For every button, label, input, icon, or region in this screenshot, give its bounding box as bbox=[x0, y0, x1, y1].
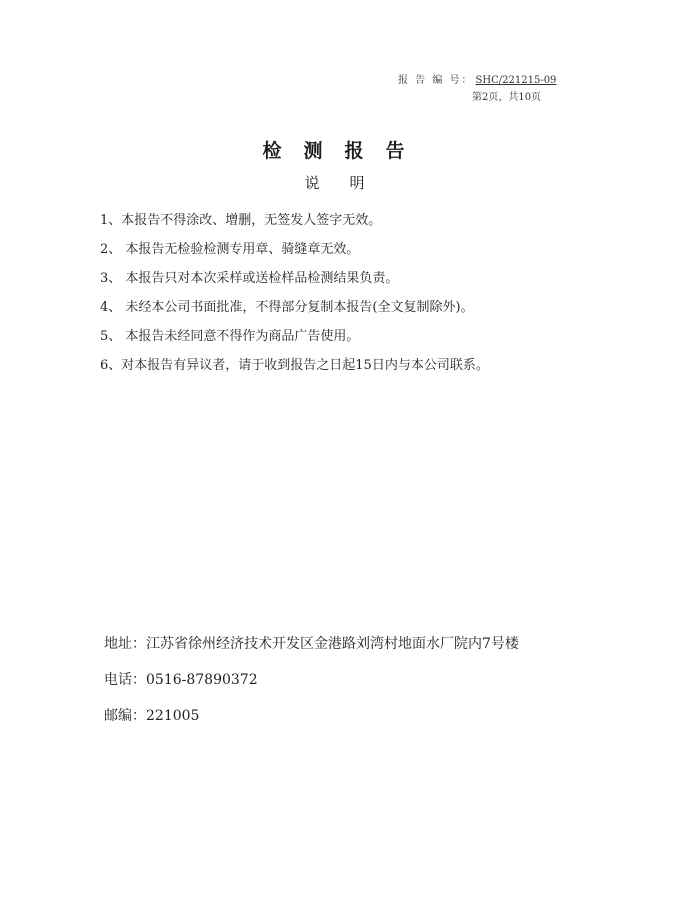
note-item: 1、本报告不得涂改、增删，无签发人签字无效。 bbox=[100, 213, 382, 228]
address-line: 地址：江苏省徐州经济技术开发区金港路刘湾村地面水厂院内7号楼 bbox=[104, 636, 519, 652]
postcode-line: 邮编：221005 bbox=[104, 708, 200, 724]
report-number-value: SHC/221215-09 bbox=[475, 75, 557, 86]
notes-list bbox=[100, 206, 600, 380]
report-number-label: 报 告 编 号： bbox=[398, 75, 474, 86]
note-item: 5、 本报告未经同意不得作为商品广告使用。 bbox=[100, 329, 360, 344]
note-item: 2、 本报告无检验检测专用章、骑缝章无效。 bbox=[100, 242, 360, 257]
note-item: 4、 未经本公司书面批准，不得部分复制本报告(全文复制除外)。 bbox=[100, 300, 474, 315]
page-indicator: 第2页，共10页 bbox=[472, 92, 542, 103]
phone-line: 电话：0516-87890372 bbox=[104, 672, 258, 688]
report-number bbox=[398, 71, 556, 86]
page-title: 检测报告 bbox=[262, 140, 427, 162]
note-item: 6、对本报告有异议者，请于收到报告之日起15日内与本公司联系。 bbox=[100, 358, 489, 373]
section-subtitle: 说明 bbox=[304, 174, 395, 192]
contact-block bbox=[104, 632, 624, 740]
note-item: 3、 本报告只对本次采样或送检样品检测结果负责。 bbox=[100, 271, 399, 286]
